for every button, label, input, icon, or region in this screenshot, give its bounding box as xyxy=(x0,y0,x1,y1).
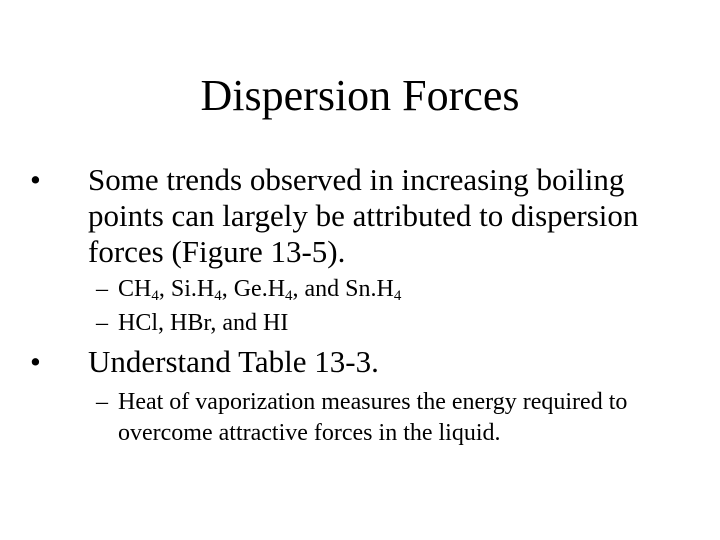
subitem-hydrides xyxy=(96,274,676,305)
dash-icon: – xyxy=(96,310,108,336)
bullet-icon: • xyxy=(30,344,41,379)
bullet-icon: • xyxy=(30,162,41,197)
dash-icon: – xyxy=(96,389,108,415)
bullet-text: Some trends observed in increasing boiling points can largely be attributed to dispersion forces (Figure 13-5). xyxy=(88,162,639,269)
dash-icon: – xyxy=(96,276,108,302)
bullet-item-2 xyxy=(30,344,670,380)
subitem-text: HCl, HBr, and HI xyxy=(118,310,289,336)
subitem-text: $CH_4$, $Si.H_4$, $Ge.H_4$, and $Sn.H_4$ xyxy=(118,276,402,304)
bullet-item-1 xyxy=(30,162,670,270)
subitem-heat-of-vaporization xyxy=(96,387,636,449)
bullet-text: Understand Table 13-3. xyxy=(88,344,379,379)
slide-title: Dispersion Forces xyxy=(200,71,520,120)
subitem-hydrogen-halides xyxy=(96,308,676,339)
subitem-text: Heat of vaporization measures the energy required to overcome attractive forces in the liquid. xyxy=(118,389,628,446)
